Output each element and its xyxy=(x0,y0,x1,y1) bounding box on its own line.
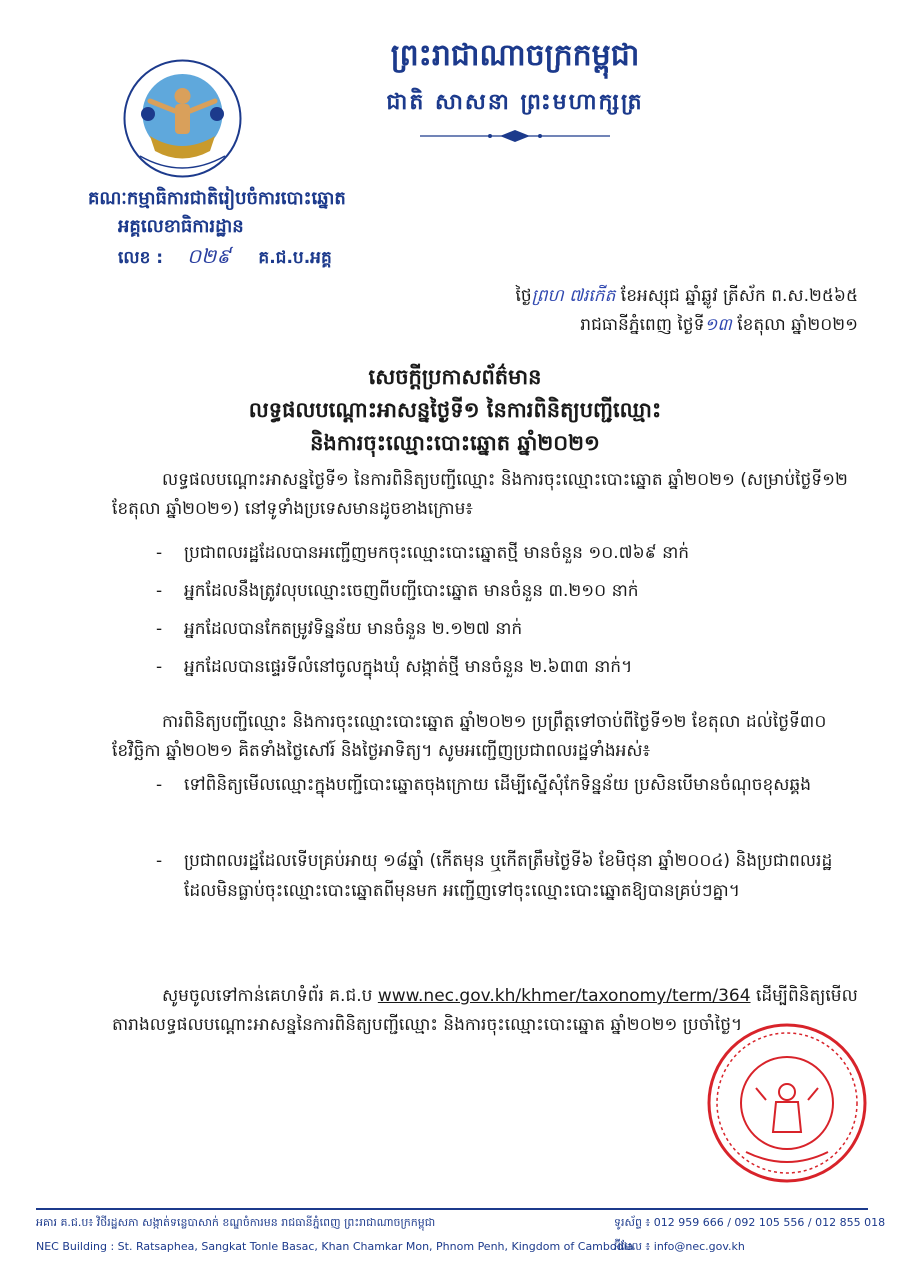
ref-number: ០២៩ xyxy=(187,244,231,268)
result-item: - អ្នកដែលបានកែតម្រូវទិន្នន័យ មានចំនួន ២.១២៧ នាក់ xyxy=(156,619,523,639)
intro-paragraph: លទ្ធផលបណ្ដោះអាសន្នថ្ងៃទី១ នៃការពិនិត្យបញ្ជីឈ្មោះ និងការចុះឈ្មោះបោះឆ្នោត ឆ្នាំ២០២១ (សម្រាប់ថ្ងៃទី១២ ខែតុលា ឆ្នាំ២០២១) នៅទូទាំងប្រទេសមានដូចខាងក្រោម៖ xyxy=(112,470,848,519)
organization-name: គណៈកម្មាធិការជាតិរៀបចំការបោះឆ្នោត xyxy=(88,188,346,209)
nec-logo-icon xyxy=(120,56,245,181)
footer-divider xyxy=(36,1208,868,1210)
lunar-date-line: ថ្ងៃព្រហ ៧រកើត ខែអស្សុជ ឆ្នាំឆ្លូវ ត្រីស័ក ព.ស.២៥៦៥ xyxy=(515,286,858,306)
result-item: - ប្រជាពលរដ្ឋដែលបានអញ្ជើញមកចុះឈ្មោះបោះឆ្នោតថ្មី មានចំនួន ១០.៧៦៩ នាក់ xyxy=(156,543,690,563)
document-subtitle-2: និងការចុះឈ្មោះបោះឆ្នោត ឆ្នាំ២០២១ xyxy=(310,431,600,455)
solar-date-line: រាជធានីភ្នំពេញ ថ្ងៃទី១៣ ខែតុលា ឆ្នាំ២០២១ xyxy=(580,315,858,335)
official-seal-icon xyxy=(706,1022,868,1184)
ref-code: គ.ជ.ប.អគ្គ xyxy=(258,248,332,268)
handwritten-day: ព្រហ ៧រកើត xyxy=(531,286,616,306)
nec-results-link[interactable]: www.nec.gov.kh/khmer/taxonomy/term/364 xyxy=(377,986,751,1006)
ornament-divider-icon xyxy=(420,128,610,144)
footer-address-kh: អគារ គ.ជ.ប៖ វិថីរដ្ឋសភា សង្កាត់ទន្លេបាសាក់ ខណ្ឌចំការមន រាជធានីភ្នំពេញ ព្រះរាជាណាចក្រកម្ពុជា xyxy=(36,1216,436,1229)
closing-paragraph: សូមចូលទៅកាន់គេហទំព័រ គ.ជ.ប www.nec.gov.kh/khmer/taxonomy/term/364 ដើម្បីពិនិត្យមើលតារាងលទ្ធផលបណ្ដោះអាសន្ននៃការពិនិត្យបញ្ជីឈ្មោះ និងការចុះឈ្មោះបោះឆ្នោត ឆ្នាំ២០២១ ប្រចាំថ្ងៃ។ xyxy=(112,986,858,1035)
footer-address-en: NEC Building : St. Ratsaphea, Sangkat Tonle Basac, Khan Chamkar Mon, Phnom Penh, Kingdom of Cambodia xyxy=(36,1240,634,1253)
national-motto: ជាតិ សាសនា ព្រះមហាក្សត្រ xyxy=(386,89,644,115)
ref-label: លេខ : xyxy=(118,248,164,268)
result-item: - អ្នកដែលនឹងត្រូវលុបឈ្មោះចេញពីបញ្ជីបោះឆ្នោត មានចំនួន ៣.២១០ នាក់ xyxy=(156,581,639,601)
kingdom-heading: ព្រះរាជាណាចក្រកម្ពុជា xyxy=(390,38,640,73)
invitation-item: - ទៅពិនិត្យមើលឈ្មោះក្នុងបញ្ជីបោះឆ្នោតចុងក្រោយ ដើម្បីស្នើសុំកែទិន្នន័យ ប្រសិនបើមានចំណុចខុសឆ្គង xyxy=(156,775,812,795)
invitation-item: - ប្រជាពលរដ្ឋដែលទើបគ្រប់អាយុ ១៨ឆ្នាំ (កើតមុន ឬកើតត្រឹមថ្ងៃទី៦ ខែមិថុនា ឆ្នាំ២០០៤) និងប្រជាពលរដ្ឋដែលមិនធ្លាប់ចុះឈ្មោះបោះឆ្នោតពីមុនមក អញ្ជើញទៅចុះឈ្មោះបោះឆ្នោតឱ្យបានគ្រប់ៗគ្នា។ xyxy=(156,851,833,901)
secretariat-name: អគ្គលេខាធិការដ្ឋាន xyxy=(118,216,244,237)
document-subtitle-1: លទ្ធផលបណ្ដោះអាសន្នថ្ងៃទី១ នៃការពិនិត្យបញ្ជីឈ្មោះ xyxy=(248,398,662,422)
handwritten-date: ១៣ xyxy=(704,315,732,335)
document-title: សេចក្ដីប្រកាសព័ត៌មាន xyxy=(368,365,542,389)
reference-number-row xyxy=(118,243,332,273)
footer-email[interactable]: អ៊ីមែល ៖ info@nec.gov.kh xyxy=(614,1240,745,1253)
footer-phone: ទូរស័ព្ទ ៖ 012 959 666 / 092 105 556 / 012 855 018 xyxy=(614,1216,886,1229)
period-paragraph: ការពិនិត្យបញ្ជីឈ្មោះ និងការចុះឈ្មោះបោះឆ្នោត ឆ្នាំ២០២១ ប្រព្រឹត្តទៅចាប់ពីថ្ងៃទី១២ ខែតុលា ដល់ថ្ងៃទី៣០ ខែវិច្ឆិកា ឆ្នាំ២០២១ គិតទាំងថ្ងៃសៅរ៍ និងថ្ងៃអាទិត្យ។ សូមអញ្ជើញប្រជាពលរដ្ឋទាំងអស់៖ xyxy=(112,712,827,761)
result-item: - អ្នកដែលបានផ្ទេរទីលំនៅចូលក្នុងឃុំ សង្កាត់ថ្មី មានចំនួន ២.៦៣៣ នាក់។ xyxy=(156,657,633,677)
